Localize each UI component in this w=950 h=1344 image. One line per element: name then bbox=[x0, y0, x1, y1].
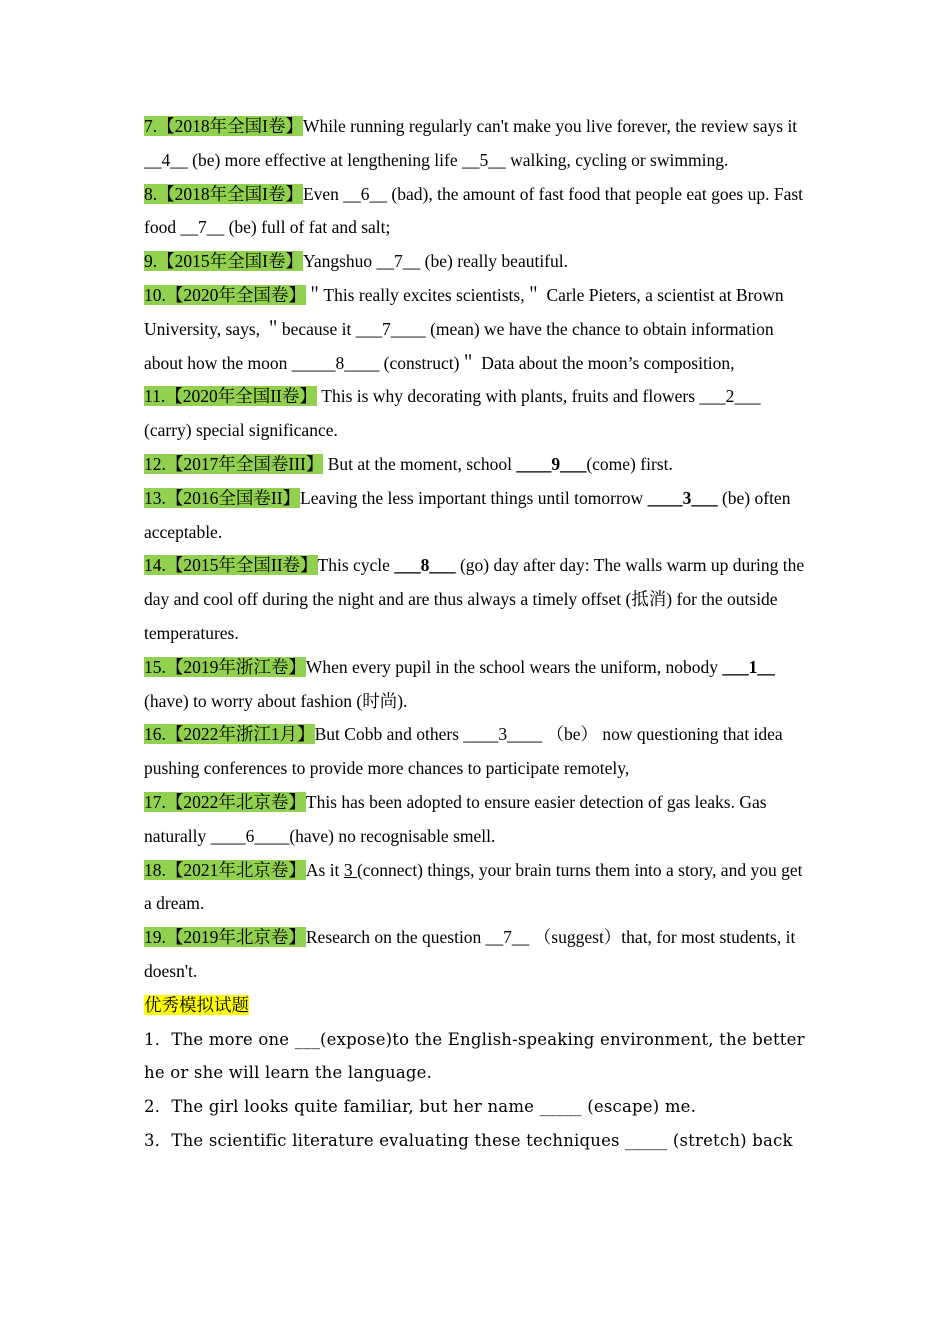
question-text: (come) first. bbox=[586, 453, 673, 474]
question-text: Research on the question __7__ （suggest）that, for most students, it doesn't. bbox=[144, 927, 796, 981]
question-source: 8.【2018年全国I卷】 bbox=[144, 183, 303, 204]
question-text: (go) day after day: The walls warm up during the day and cool off during the night and are thus always a timely offset (抵消) for the outside temperatures. bbox=[144, 555, 805, 643]
question-19 bbox=[144, 921, 808, 989]
question-12 bbox=[144, 448, 808, 482]
question-source: 17.【2022年北京卷】 bbox=[144, 791, 306, 812]
question-source: 11.【2020年全国II卷】 bbox=[144, 386, 317, 407]
question-text: This is why decorating with plants, fruits and flowers ___2___ (carry) special significance. bbox=[144, 386, 761, 441]
question-text: (be) often acceptable. bbox=[144, 487, 791, 542]
answer-blank: ____9___ bbox=[516, 453, 587, 474]
answer-blank: ___8___ bbox=[394, 555, 456, 576]
question-17 bbox=[144, 786, 808, 854]
question-source: 10.【2020年全国卷】 bbox=[144, 284, 306, 305]
question-source: 7.【2018年全国I卷】 bbox=[144, 116, 303, 136]
answer-blank: ___1__ bbox=[722, 656, 775, 677]
question-14 bbox=[144, 549, 808, 650]
question-text: But at the moment, school bbox=[323, 453, 517, 474]
answer-blank: ____3___ bbox=[647, 487, 718, 508]
question-text: But Cobb and others ____3____ （be） now questioning that idea pushing conferences to provide more chances to participate remotely, bbox=[144, 724, 783, 779]
question-10 bbox=[144, 279, 808, 380]
question-text: ＂This really excites scientists,＂ Carle Pieters, a scientist at Brown University, says, ＂because it ___7____ (mean) we have the chance to obtain information about how the moon _____8____ (construct)＂ Data about the moon’s composition, bbox=[144, 284, 784, 373]
question-source: 14.【2015年全国II卷】 bbox=[144, 555, 318, 576]
question-text: Even __6__ (bad), the amount of fast food that people eat goes up. Fast food __7__ (be) full of fat and salt; bbox=[144, 183, 804, 238]
question-text: Yangshuo __7__ (be) really beautiful. bbox=[302, 251, 568, 272]
sim-question-3: 3．The scientific literature evaluating these techniques _____ (stretch) back bbox=[144, 1130, 793, 1150]
document-content bbox=[144, 110, 808, 1158]
question-source: 16.【2022年浙江1月】 bbox=[144, 724, 315, 745]
question-source: 18.【2021年北京卷】 bbox=[144, 859, 306, 880]
question-text: This has been adopted to ensure easier detection of gas leaks. Gas naturally ____6____(have) no recognisable smell. bbox=[144, 791, 767, 846]
section-title: 优秀模拟试题 bbox=[144, 994, 249, 1015]
question-7 bbox=[144, 110, 808, 178]
question-source: 12.【2017年全国卷III】 bbox=[144, 453, 324, 474]
question-15 bbox=[144, 651, 808, 719]
question-source: 9.【2015年全国I卷】 bbox=[144, 251, 303, 272]
question-16 bbox=[144, 718, 808, 786]
question-18 bbox=[144, 854, 808, 922]
sim-question-1: 1．The more one ___(expose)to the English-speaking environment, the better he or she will learn the language. bbox=[144, 1029, 805, 1083]
question-source: 19.【2019年北京卷】 bbox=[144, 927, 306, 948]
question-8 bbox=[144, 178, 808, 246]
question-text: Leaving the less important things until tomorrow bbox=[300, 487, 648, 508]
question-text: When every pupil in the school wears the uniform, nobody bbox=[305, 656, 723, 677]
answer-blank: 3 bbox=[343, 859, 357, 880]
question-text: (connect) things, your brain turns them into a story, and you get a dream. bbox=[144, 859, 803, 914]
question-source: 15.【2019年浙江卷】 bbox=[144, 656, 306, 677]
question-text: This cycle bbox=[317, 555, 395, 576]
question-11 bbox=[144, 380, 808, 448]
question-source: 13.【2016全国卷II】 bbox=[144, 487, 301, 508]
question-text: While running regularly can't make you live forever, the review says it __4__ (be) more effective at lengthening life __5__ walking, cycling or swimming. bbox=[144, 116, 798, 170]
question-9 bbox=[144, 245, 808, 279]
sim-question-2: 2．The girl looks quite familiar, but her name _____ (escape) me. bbox=[144, 1097, 697, 1117]
question-text: (have) to worry about fashion (时尚). bbox=[144, 690, 408, 711]
question-13 bbox=[144, 482, 808, 550]
question-text: As it bbox=[305, 859, 344, 880]
